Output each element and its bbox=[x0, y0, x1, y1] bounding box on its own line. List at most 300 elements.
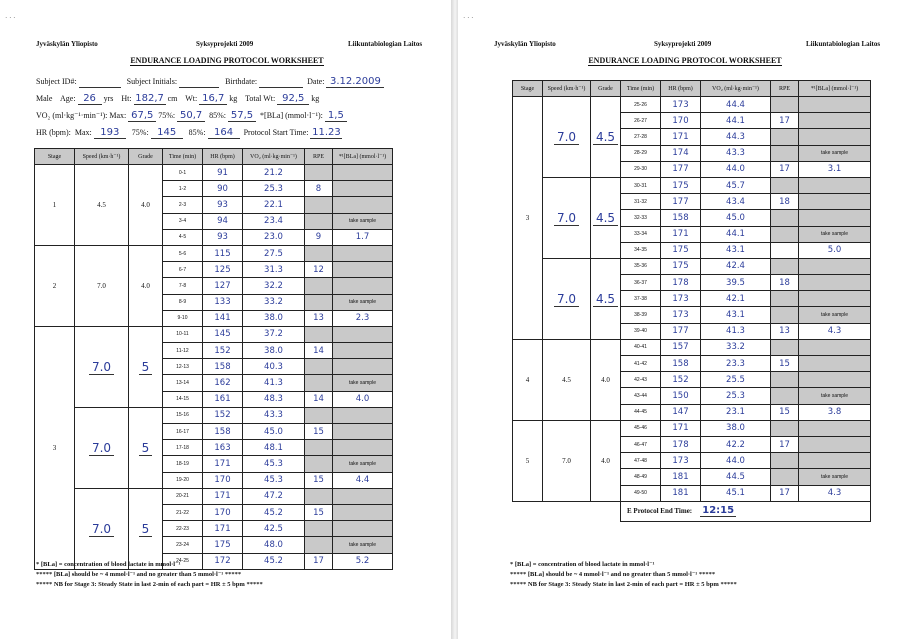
hr-cell[interactable]: 145 bbox=[203, 326, 243, 342]
grade-value[interactable]: 4.5 bbox=[593, 211, 618, 226]
col-hr: HR (bpm) bbox=[203, 149, 243, 165]
subject-id-field[interactable] bbox=[79, 78, 121, 88]
rpe-cell[interactable] bbox=[305, 294, 333, 310]
rpe-cell[interactable] bbox=[771, 242, 799, 258]
hr-cell[interactable]: 150 bbox=[661, 388, 701, 404]
table-row bbox=[513, 97, 871, 113]
rpe-cell[interactable] bbox=[771, 307, 799, 323]
vo2-cell[interactable]: 44.1 bbox=[701, 113, 771, 129]
vo2-cell[interactable]: 44.0 bbox=[701, 161, 771, 177]
col-stage: Stage bbox=[35, 149, 75, 165]
vo2-cell[interactable]: 37.2 bbox=[243, 326, 305, 342]
left-table-body bbox=[35, 165, 393, 570]
hr-cell[interactable]: 173 bbox=[661, 307, 701, 323]
rpe-cell[interactable] bbox=[305, 488, 333, 504]
hr-cell[interactable]: 93 bbox=[203, 197, 243, 213]
rpe-cell[interactable]: 15 bbox=[305, 424, 333, 440]
hr-cell[interactable]: 163 bbox=[203, 440, 243, 456]
speed-value[interactable]: 7.0 bbox=[554, 130, 579, 145]
stage-part-grade bbox=[591, 97, 621, 178]
hr-85-value[interactable]: 164 bbox=[208, 127, 240, 139]
hr-cell[interactable]: 171 bbox=[661, 129, 701, 145]
vo2-cell[interactable]: 45.0 bbox=[243, 424, 305, 440]
take-sample-note: take sample bbox=[799, 388, 871, 404]
vo2-85-value[interactable]: 57,5 bbox=[228, 110, 256, 122]
hr-cell[interactable]: 115 bbox=[203, 245, 243, 261]
end-time-cell bbox=[621, 501, 871, 521]
time-interval: 46-47 bbox=[621, 436, 661, 452]
bla-cell[interactable] bbox=[799, 372, 871, 388]
vo2-cell[interactable]: 45.7 bbox=[701, 177, 771, 193]
time-interval: 27-28 bbox=[621, 129, 661, 145]
vo2-cell[interactable]: 43.1 bbox=[701, 242, 771, 258]
time-interval: 30-31 bbox=[621, 177, 661, 193]
speed-value[interactable]: 7.0 bbox=[89, 441, 114, 456]
bla-cell[interactable] bbox=[333, 197, 393, 213]
rpe-cell[interactable]: 14 bbox=[305, 391, 333, 407]
vo2-max-value[interactable]: 67,5 bbox=[128, 110, 156, 122]
hr-cell[interactable]: 170 bbox=[203, 504, 243, 520]
age-value[interactable]: 26 bbox=[78, 93, 102, 105]
date-value[interactable]: 3.12.2009 bbox=[326, 76, 384, 88]
hr-cell[interactable]: 152 bbox=[203, 407, 243, 423]
time-interval: 23-24 bbox=[163, 537, 203, 553]
hr-cell[interactable]: 171 bbox=[203, 488, 243, 504]
weight-value[interactable]: 16,7 bbox=[199, 93, 227, 105]
hr-cell[interactable]: 175 bbox=[661, 258, 701, 274]
height-value[interactable]: 182,7 bbox=[135, 93, 164, 104]
time-interval: 19-20 bbox=[163, 472, 203, 488]
vo2-cell[interactable]: 23.4 bbox=[243, 213, 305, 229]
right-worksheet-page bbox=[458, 0, 912, 639]
time-interval: 7-8 bbox=[163, 278, 203, 294]
hr-cell[interactable]: 181 bbox=[661, 469, 701, 485]
vo2-cell[interactable]: 44.1 bbox=[701, 226, 771, 242]
bla-cell[interactable]: 4.3 bbox=[799, 485, 871, 501]
vo2-cell[interactable]: 33.2 bbox=[701, 339, 771, 355]
bla-cell[interactable] bbox=[333, 343, 393, 359]
stage-part-grade bbox=[591, 177, 621, 258]
rpe-cell[interactable]: 12 bbox=[305, 262, 333, 278]
vo2-cell[interactable]: 43.3 bbox=[701, 145, 771, 161]
vo2-cell[interactable]: 43.3 bbox=[243, 407, 305, 423]
grade-value[interactable]: 5 bbox=[139, 441, 153, 456]
grade-value[interactable]: 4.5 bbox=[593, 292, 618, 307]
vo2-cell[interactable]: 22.1 bbox=[243, 197, 305, 213]
hr-85-label: 85%: bbox=[188, 128, 206, 137]
bla-cell[interactable] bbox=[799, 339, 871, 355]
stage-part-grade bbox=[591, 258, 621, 339]
vo2-cell[interactable]: 42.5 bbox=[243, 521, 305, 537]
bla-cell[interactable]: 5.0 bbox=[799, 242, 871, 258]
bla-cell[interactable] bbox=[333, 245, 393, 261]
vo2-row bbox=[36, 110, 347, 122]
stage-part-grade bbox=[129, 407, 163, 488]
bla-cell[interactable] bbox=[333, 504, 393, 520]
stage-part-speed bbox=[75, 488, 129, 569]
start-time-label: Protocol Start Time: bbox=[243, 128, 309, 137]
stage-part-speed bbox=[543, 97, 591, 178]
bla-cell[interactable] bbox=[333, 424, 393, 440]
rpe-cell[interactable] bbox=[771, 210, 799, 226]
rpe-cell[interactable] bbox=[771, 145, 799, 161]
weight-unit: kg bbox=[229, 94, 238, 103]
vo2-cell[interactable]: 38.0 bbox=[243, 343, 305, 359]
rpe-cell[interactable] bbox=[305, 165, 333, 181]
rpe-cell[interactable]: 17 bbox=[771, 161, 799, 177]
vo2-cell[interactable]: 42.2 bbox=[701, 436, 771, 452]
rpe-cell[interactable]: 17 bbox=[771, 485, 799, 501]
vo2-cell[interactable]: 45.3 bbox=[243, 472, 305, 488]
rpe-cell[interactable] bbox=[305, 197, 333, 213]
vo2-75-label: 75%: bbox=[158, 111, 176, 120]
stage-part-speed bbox=[543, 177, 591, 258]
worksheet-title: ENDURANCE LOADING PROTOCOL WORKSHEET bbox=[130, 56, 324, 65]
hr-cell[interactable]: 125 bbox=[203, 262, 243, 278]
time-interval: 24-25 bbox=[163, 553, 203, 569]
vo2-cell[interactable]: 47.2 bbox=[243, 488, 305, 504]
rpe-cell[interactable]: 15 bbox=[771, 356, 799, 372]
rpe-cell[interactable]: 17 bbox=[771, 436, 799, 452]
bla-cell[interactable] bbox=[799, 210, 871, 226]
vo2-cell[interactable]: 45.3 bbox=[243, 456, 305, 472]
rpe-cell[interactable] bbox=[771, 420, 799, 436]
take-sample-note: take sample bbox=[799, 145, 871, 161]
hr-cell[interactable]: 170 bbox=[203, 472, 243, 488]
take-sample-note: take sample bbox=[333, 294, 393, 310]
hr-max-label: Max: bbox=[74, 128, 92, 137]
col-vo2: VO₂ (ml·kg·min⁻¹) bbox=[243, 149, 305, 165]
rpe-cell[interactable] bbox=[305, 326, 333, 342]
end-time-label: E Protocol End Time: bbox=[627, 507, 693, 516]
vo2-cell[interactable]: 45.2 bbox=[243, 504, 305, 520]
take-sample-note: take sample bbox=[333, 375, 393, 391]
bla-cell[interactable] bbox=[799, 291, 871, 307]
hr-cell[interactable]: 171 bbox=[203, 521, 243, 537]
take-sample-note: take sample bbox=[799, 226, 871, 242]
rpe-cell[interactable] bbox=[771, 291, 799, 307]
rpe-cell[interactable]: 13 bbox=[771, 323, 799, 339]
time-interval: 1-2 bbox=[163, 181, 203, 197]
bla-cell[interactable] bbox=[333, 165, 393, 181]
hr-cell[interactable]: 178 bbox=[661, 275, 701, 291]
hr-cell[interactable]: 171 bbox=[661, 420, 701, 436]
hr-cell[interactable]: 158 bbox=[203, 424, 243, 440]
vo2-cell[interactable]: 23.1 bbox=[701, 404, 771, 420]
footnote-2: ***** [BLa] should be ~ 4 mmol·l⁻¹ and no greater than 5 mmol·l⁻¹ ***** bbox=[36, 571, 242, 578]
vo2-cell[interactable]: 45.2 bbox=[243, 553, 305, 569]
rpe-cell[interactable]: 9 bbox=[305, 229, 333, 245]
hr-cell[interactable]: 172 bbox=[203, 553, 243, 569]
time-interval: 4-5 bbox=[163, 229, 203, 245]
hr-cell[interactable]: 94 bbox=[203, 213, 243, 229]
footnote-3: ***** NB for Stage 3: Steady State in last 2-min of each part = HR ± 5 bpm ***** bbox=[510, 581, 737, 588]
hr-cell[interactable]: 173 bbox=[661, 291, 701, 307]
bla-cell[interactable]: 4.0 bbox=[333, 391, 393, 407]
bla-cell[interactable] bbox=[799, 436, 871, 452]
time-interval: 26-27 bbox=[621, 113, 661, 129]
subject-initials-field[interactable] bbox=[179, 78, 219, 88]
rpe-cell[interactable]: 15 bbox=[305, 504, 333, 520]
bla-cell[interactable] bbox=[799, 453, 871, 469]
stage-part-speed bbox=[543, 258, 591, 339]
total-weight-label: Total Wt: bbox=[245, 94, 276, 103]
hr-cell[interactable]: 133 bbox=[203, 294, 243, 310]
time-interval: 14-15 bbox=[163, 391, 203, 407]
time-interval: 44-45 bbox=[621, 404, 661, 420]
vo2-cell[interactable]: 48.3 bbox=[243, 391, 305, 407]
hr-cell[interactable]: 173 bbox=[661, 97, 701, 113]
bla-cell[interactable] bbox=[799, 113, 871, 129]
vo2-cell[interactable]: 42.1 bbox=[701, 291, 771, 307]
subject-row bbox=[36, 76, 384, 88]
hr-cell[interactable]: 174 bbox=[661, 145, 701, 161]
hr-cell[interactable]: 178 bbox=[661, 436, 701, 452]
bla-cell[interactable] bbox=[333, 278, 393, 294]
vo2-cell[interactable]: 45.1 bbox=[701, 485, 771, 501]
bla-cell[interactable]: 2.3 bbox=[333, 310, 393, 326]
bla-cell[interactable] bbox=[799, 356, 871, 372]
bla-cell[interactable] bbox=[799, 97, 871, 113]
rpe-cell[interactable] bbox=[771, 97, 799, 113]
hr-cell[interactable]: 177 bbox=[661, 194, 701, 210]
speed-value: 7.0 bbox=[75, 245, 129, 326]
rpe-cell[interactable] bbox=[305, 407, 333, 423]
hr-cell[interactable]: 173 bbox=[661, 453, 701, 469]
birthdate-field[interactable] bbox=[259, 78, 303, 88]
hr-cell[interactable]: 175 bbox=[661, 242, 701, 258]
rpe-cell[interactable]: 15 bbox=[305, 472, 333, 488]
hr-cell[interactable]: 162 bbox=[203, 375, 243, 391]
speed-value[interactable]: 7.0 bbox=[554, 211, 579, 226]
time-interval: 41-42 bbox=[621, 356, 661, 372]
hr-cell[interactable]: 93 bbox=[203, 229, 243, 245]
hr-75-value[interactable]: 145 bbox=[151, 127, 183, 139]
rpe-cell[interactable]: 17 bbox=[305, 553, 333, 569]
hr-cell[interactable]: 158 bbox=[661, 210, 701, 226]
vo2-cell[interactable]: 48.1 bbox=[243, 440, 305, 456]
vo2-cell[interactable]: 25.3 bbox=[243, 181, 305, 197]
rpe-cell[interactable]: 14 bbox=[305, 343, 333, 359]
hr-cell[interactable]: 147 bbox=[661, 404, 701, 420]
vo2-cell[interactable]: 40.3 bbox=[243, 359, 305, 375]
rpe-cell[interactable] bbox=[771, 339, 799, 355]
bla-cell[interactable]: 1.7 bbox=[333, 229, 393, 245]
hr-cell[interactable]: 171 bbox=[203, 456, 243, 472]
speed-value: 7.0 bbox=[543, 420, 591, 501]
bla-cell[interactable] bbox=[333, 521, 393, 537]
rpe-cell[interactable] bbox=[771, 469, 799, 485]
bla-cell[interactable]: 4.4 bbox=[333, 472, 393, 488]
age-label: Age: bbox=[60, 94, 76, 103]
grade-value[interactable]: 5 bbox=[139, 360, 153, 375]
rpe-cell[interactable] bbox=[305, 245, 333, 261]
vo2-cell[interactable]: 25.3 bbox=[701, 388, 771, 404]
vo2-cell[interactable]: 33.2 bbox=[243, 294, 305, 310]
vo2-cell[interactable]: 48.0 bbox=[243, 537, 305, 553]
vo2-cell[interactable]: 42.4 bbox=[701, 258, 771, 274]
bla-cell[interactable] bbox=[333, 262, 393, 278]
vo2-cell[interactable]: 44.0 bbox=[701, 453, 771, 469]
vo2-cell[interactable]: 44.3 bbox=[701, 129, 771, 145]
bla-cell[interactable] bbox=[799, 258, 871, 274]
grade-value[interactable]: 5 bbox=[139, 522, 153, 537]
rpe-cell[interactable] bbox=[305, 440, 333, 456]
vo2-cell[interactable]: 39.5 bbox=[701, 275, 771, 291]
rpe-cell[interactable]: 18 bbox=[771, 275, 799, 291]
time-interval: 15-16 bbox=[163, 407, 203, 423]
rpe-cell[interactable] bbox=[305, 521, 333, 537]
rpe-cell[interactable] bbox=[305, 213, 333, 229]
time-interval: 33-34 bbox=[621, 226, 661, 242]
vo2-cell[interactable]: 27.5 bbox=[243, 245, 305, 261]
hr-cell[interactable]: 175 bbox=[203, 537, 243, 553]
bla-cell[interactable] bbox=[799, 129, 871, 145]
hr-cell[interactable]: 152 bbox=[203, 343, 243, 359]
rpe-cell[interactable]: 18 bbox=[771, 194, 799, 210]
bla-value[interactable]: 1,5 bbox=[325, 110, 347, 122]
vo2-85-label: 85%: bbox=[209, 111, 227, 120]
rpe-cell[interactable]: 17 bbox=[771, 113, 799, 129]
hr-cell[interactable]: 177 bbox=[661, 161, 701, 177]
time-interval: 42-43 bbox=[621, 372, 661, 388]
vo2-cell[interactable]: 32.2 bbox=[243, 278, 305, 294]
time-interval: 45-46 bbox=[621, 420, 661, 436]
rpe-cell[interactable] bbox=[771, 226, 799, 242]
col-bla: *¹[BLa] (mmol·l⁻¹) bbox=[799, 81, 871, 97]
rpe-cell[interactable] bbox=[305, 278, 333, 294]
rpe-cell[interactable]: 8 bbox=[305, 181, 333, 197]
hr-cell[interactable]: 161 bbox=[203, 391, 243, 407]
hr-cell[interactable]: 152 bbox=[661, 372, 701, 388]
time-interval: 39-40 bbox=[621, 323, 661, 339]
vo2-cell[interactable]: 41.3 bbox=[243, 375, 305, 391]
hr-cell[interactable]: 158 bbox=[661, 356, 701, 372]
hr-cell[interactable]: 171 bbox=[661, 226, 701, 242]
rpe-cell[interactable] bbox=[771, 177, 799, 193]
bla-cell[interactable] bbox=[333, 359, 393, 375]
vo2-cell[interactable]: 45.0 bbox=[701, 210, 771, 226]
vo2-cell[interactable]: 21.2 bbox=[243, 165, 305, 181]
bla-cell[interactable] bbox=[333, 407, 393, 423]
time-interval: 25-26 bbox=[621, 97, 661, 113]
vo2-cell[interactable]: 43.1 bbox=[701, 307, 771, 323]
bla-cell[interactable] bbox=[333, 488, 393, 504]
end-time-value[interactable]: 12:15 bbox=[700, 505, 736, 517]
hr-max-value[interactable]: 193 bbox=[94, 127, 126, 139]
time-interval: 17-18 bbox=[163, 440, 203, 456]
hr-cell[interactable]: 157 bbox=[661, 339, 701, 355]
vo2-label: VO₂ (ml·kg⁻¹·min⁻¹): bbox=[36, 111, 108, 120]
stage-part-speed bbox=[75, 407, 129, 488]
hr-cell[interactable]: 170 bbox=[661, 113, 701, 129]
hr-cell[interactable]: 141 bbox=[203, 310, 243, 326]
hr-label: HR (bpm): bbox=[36, 128, 71, 137]
vo2-cell[interactable]: 31.3 bbox=[243, 262, 305, 278]
date-label: Date: bbox=[307, 77, 325, 86]
bla-cell[interactable] bbox=[799, 177, 871, 193]
hr-cell[interactable]: 127 bbox=[203, 278, 243, 294]
subject-id-label: Subject ID#: bbox=[36, 77, 77, 86]
rpe-cell[interactable] bbox=[771, 372, 799, 388]
time-interval: 18-19 bbox=[163, 456, 203, 472]
speed-value[interactable]: 7.0 bbox=[89, 360, 114, 375]
speed-value[interactable]: 7.0 bbox=[89, 522, 114, 537]
bla-cell[interactable] bbox=[799, 194, 871, 210]
time-interval: 31-32 bbox=[621, 194, 661, 210]
hr-cell[interactable]: 91 bbox=[203, 165, 243, 181]
bla-cell[interactable] bbox=[333, 326, 393, 342]
height-unit: cm bbox=[167, 94, 178, 103]
rpe-cell[interactable] bbox=[305, 375, 333, 391]
vo2-cell[interactable]: 23.0 bbox=[243, 229, 305, 245]
rpe-cell[interactable] bbox=[771, 258, 799, 274]
rpe-cell[interactable] bbox=[305, 456, 333, 472]
time-interval: 36-37 bbox=[621, 275, 661, 291]
time-interval: 3-4 bbox=[163, 213, 203, 229]
rpe-cell[interactable] bbox=[771, 129, 799, 145]
bla-cell[interactable]: 5.2 bbox=[333, 553, 393, 569]
vo2-cell[interactable]: 44.4 bbox=[701, 97, 771, 113]
vo2-cell[interactable]: 43.4 bbox=[701, 194, 771, 210]
time-interval: 9-10 bbox=[163, 310, 203, 326]
bla-cell[interactable]: 4.3 bbox=[799, 323, 871, 339]
hr-cell[interactable]: 158 bbox=[203, 359, 243, 375]
bla-cell[interactable] bbox=[333, 181, 393, 197]
vo2-cell[interactable]: 38.0 bbox=[243, 310, 305, 326]
rpe-cell[interactable] bbox=[771, 453, 799, 469]
time-interval: 20-21 bbox=[163, 488, 203, 504]
stage-number: 3 bbox=[35, 326, 75, 569]
vo2-75-value[interactable]: 50,7 bbox=[177, 110, 205, 122]
hr-row bbox=[36, 127, 342, 139]
stage-part-grade bbox=[129, 326, 163, 407]
col-time: Time (min) bbox=[163, 149, 203, 165]
bla-cell[interactable] bbox=[799, 420, 871, 436]
hr-cell[interactable]: 177 bbox=[661, 323, 701, 339]
bla-cell[interactable] bbox=[799, 275, 871, 291]
bla-cell[interactable] bbox=[333, 440, 393, 456]
bla-cell[interactable]: 3.8 bbox=[799, 404, 871, 420]
vo2-cell[interactable]: 23.3 bbox=[701, 356, 771, 372]
rpe-cell[interactable]: 13 bbox=[305, 310, 333, 326]
bla-cell[interactable]: 3.1 bbox=[799, 161, 871, 177]
speed-value[interactable]: 7.0 bbox=[554, 292, 579, 307]
grade-value[interactable]: 4.5 bbox=[593, 130, 618, 145]
stage-number: 1 bbox=[35, 165, 75, 246]
vo2-cell[interactable]: 38.0 bbox=[701, 420, 771, 436]
end-time-row bbox=[513, 501, 871, 521]
footnotes bbox=[36, 560, 263, 590]
rpe-cell[interactable] bbox=[771, 388, 799, 404]
rpe-cell[interactable]: 15 bbox=[771, 404, 799, 420]
total-weight-value[interactable]: 92,5 bbox=[277, 93, 309, 105]
time-interval: 49-50 bbox=[621, 485, 661, 501]
weight-label: Wt: bbox=[185, 94, 198, 103]
vo2-cell[interactable]: 25.5 bbox=[701, 372, 771, 388]
hr-cell[interactable]: 175 bbox=[661, 177, 701, 193]
col-vo2: VO₂ (ml·kg·min⁻¹) bbox=[701, 81, 771, 97]
start-time-value[interactable]: 11.23 bbox=[312, 127, 341, 138]
stage-number: 3 bbox=[513, 97, 543, 340]
hr-cell[interactable]: 90 bbox=[203, 181, 243, 197]
rpe-cell[interactable] bbox=[305, 359, 333, 375]
vo2-cell[interactable]: 44.5 bbox=[701, 469, 771, 485]
rpe-cell[interactable] bbox=[305, 537, 333, 553]
hr-cell[interactable]: 181 bbox=[661, 485, 701, 501]
col-speed: Speed (km·h⁻¹) bbox=[75, 149, 129, 165]
vo2-cell[interactable]: 41.3 bbox=[701, 323, 771, 339]
